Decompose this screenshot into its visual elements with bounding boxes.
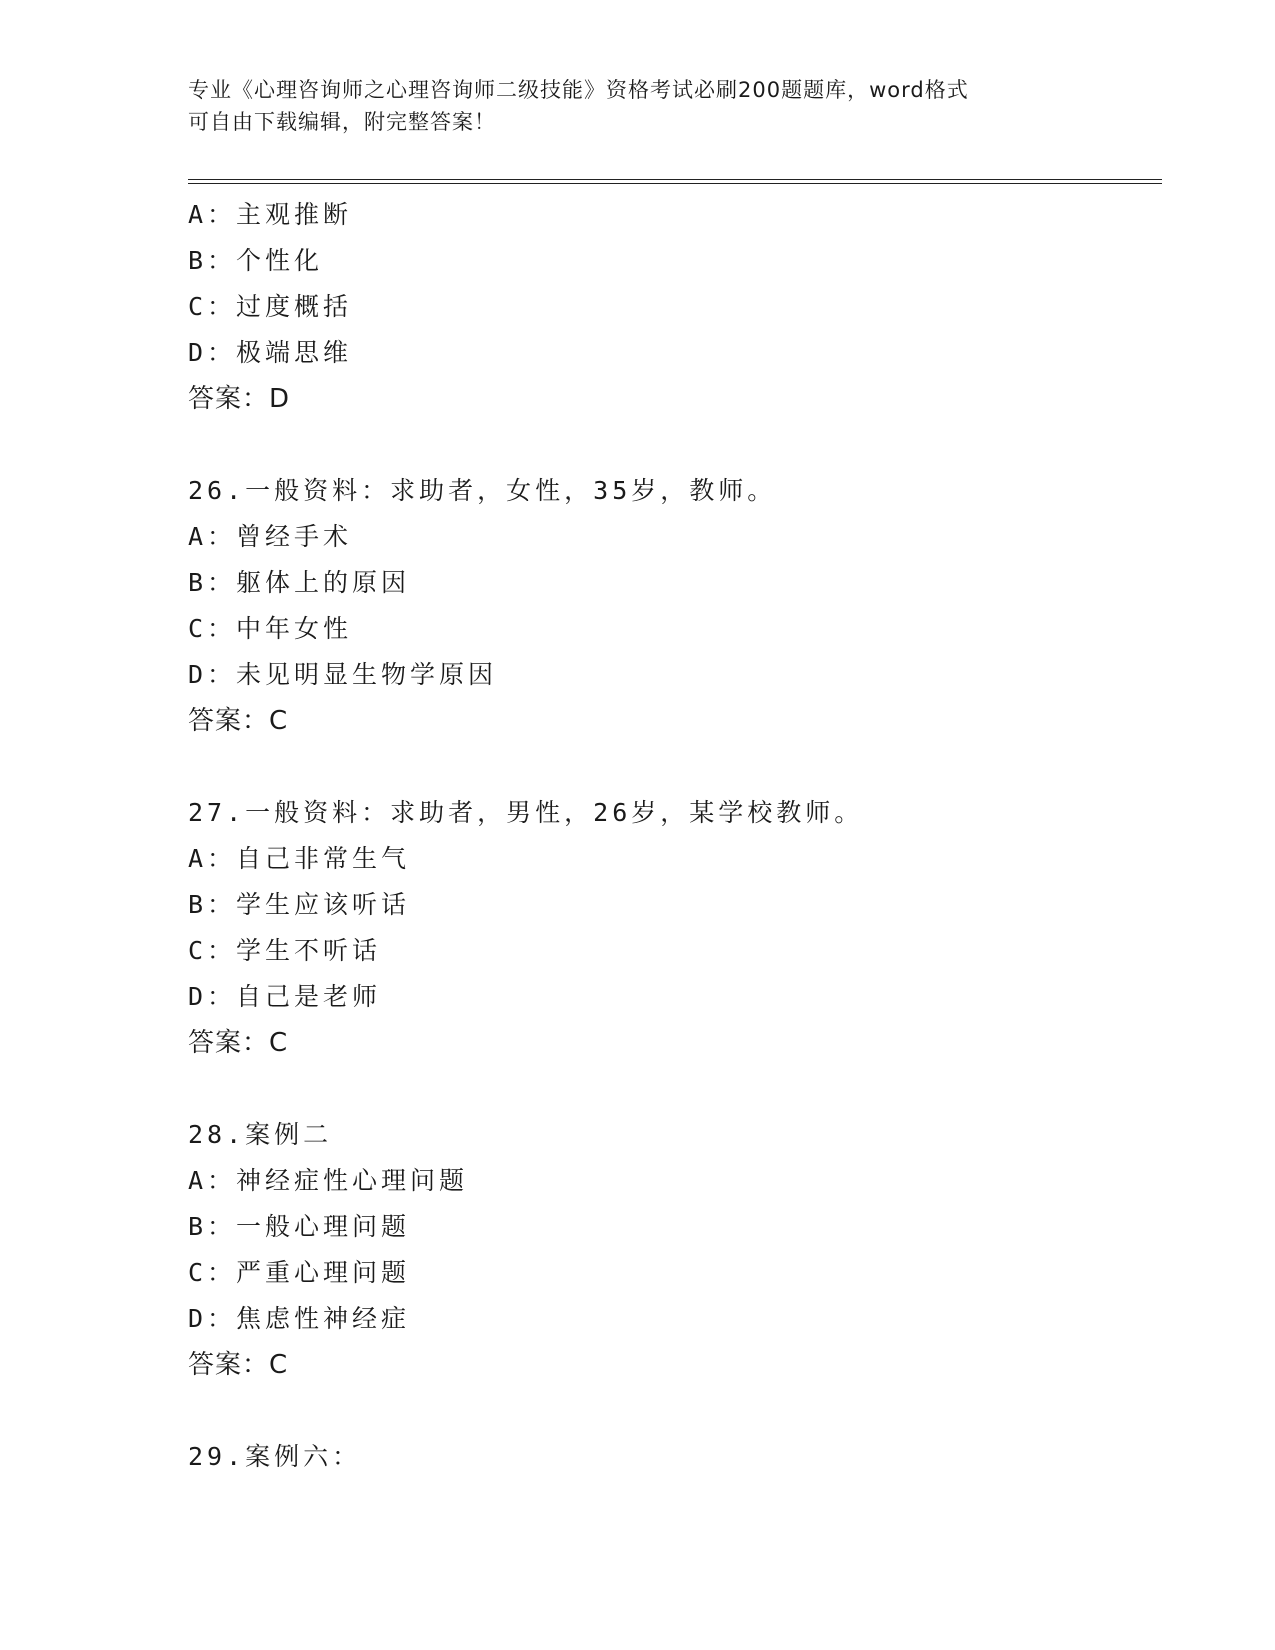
header-line-1: 专业《心理咨询师之心理咨询师二级技能》资格考试必刷200题题库，word格式	[188, 78, 969, 102]
document-header	[188, 74, 1088, 138]
option-b: B：一般心理问题	[188, 1212, 411, 1241]
question-gap	[188, 744, 1148, 790]
header-divider-top	[188, 179, 1162, 180]
question-gap	[188, 422, 1148, 468]
header-divider-bottom	[188, 183, 1162, 184]
option-c: C：过度概括	[188, 292, 353, 321]
answer-line: 答案：C	[188, 706, 289, 736]
question-gap	[188, 1066, 1148, 1112]
option-d: D：极端思维	[188, 338, 353, 367]
option-d: D：未见明显生物学原因	[188, 660, 498, 689]
question-stem: 27.一般资料：求助者，男性，26岁，某学校教师。	[188, 798, 864, 827]
option-a: A：曾经手术	[188, 522, 353, 551]
question-list	[188, 192, 1148, 1480]
option-d: D：焦虑性神经症	[188, 1304, 411, 1333]
option-d: D：自己是老师	[188, 982, 382, 1011]
question-stem: 26.一般资料：求助者，女性，35岁，教师。	[188, 476, 777, 505]
question-block	[188, 468, 1148, 744]
option-a: A：主观推断	[188, 200, 353, 229]
option-c: C：学生不听话	[188, 936, 382, 965]
option-a: A：自己非常生气	[188, 844, 411, 873]
answer-line: 答案：D	[188, 384, 291, 414]
question-block	[188, 1434, 1148, 1480]
question-stem: 29.案例六：	[188, 1442, 362, 1471]
answer-line: 答案：C	[188, 1350, 289, 1380]
header-line-2: 可自由下载编辑，附完整答案！	[188, 110, 496, 134]
question-stem: 28.案例二	[188, 1120, 333, 1149]
option-c: C：中年女性	[188, 614, 353, 643]
question-block	[188, 192, 1148, 422]
question-block	[188, 1112, 1148, 1388]
option-b: B：躯体上的原因	[188, 568, 411, 597]
option-b: B：个性化	[188, 246, 324, 275]
option-b: B：学生应该听话	[188, 890, 411, 919]
option-c: C：严重心理问题	[188, 1258, 411, 1287]
question-block	[188, 790, 1148, 1066]
option-a: A：神经症性心理问题	[188, 1166, 469, 1195]
answer-line: 答案：C	[188, 1028, 289, 1058]
question-gap	[188, 1388, 1148, 1434]
